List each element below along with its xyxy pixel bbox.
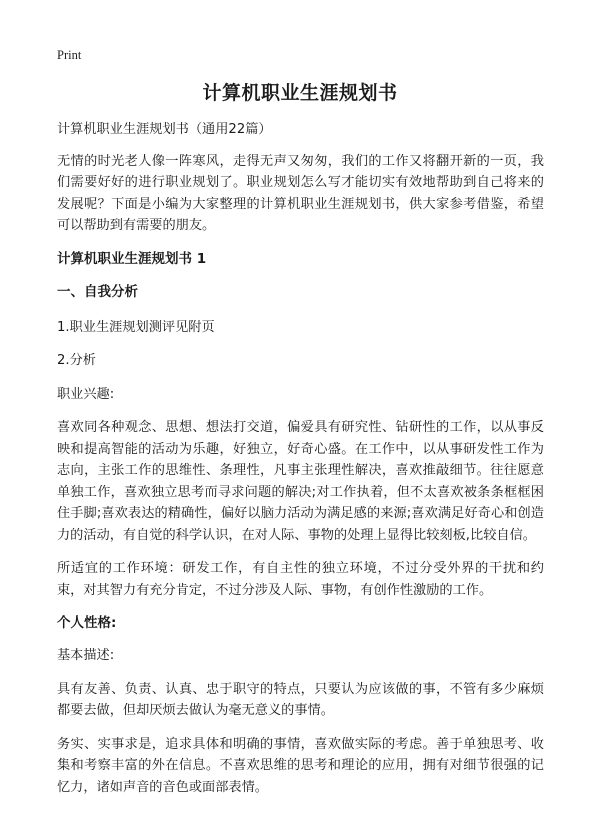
print-link[interactable]: Print: [57, 48, 82, 62]
basic-paragraph: 具有友善、负责、认真、忠于职守的特点，只要认为应该做的事，不管有多少麻烦都要去做，但却厌烦去做认为毫无意义的事情。: [57, 681, 544, 718]
practical-paragraph: 务实、实事求是，追求具体和明确的事情，喜欢做实际的考虑。善于单独思考、收集和考察丰富的外在信息。不喜欢思维的思考和理论的应用，拥有对细节很强的记忆力，诸如声音的音色或面部表情。: [57, 736, 544, 795]
document-body: [57, 119, 544, 798]
list-item-analysis: 2.分析: [57, 353, 96, 368]
environment-paragraph: 所适宜的工作环境：研发工作，有自主性的独立环境，不过分受外界的干扰和约束，对其智力有充分肯定，不过分涉及人际、事物，有创作性激励的工作。: [57, 561, 544, 598]
list-item-assessment: 1.职业生涯规划测评见附页: [57, 319, 215, 335]
page-title: 计算机职业生涯规划书: [202, 82, 398, 104]
section-title: 计算机职业生涯规划书 1: [57, 250, 207, 267]
interest-paragraph: 喜欢同各种观念、思想、想法打交道，偏爱具有研究性、钻研性的工作，以从事反映和提高智能的活动为乐趣，好独立，好奇心盛。在工作中，以从事研发性工作为志向，主张工作的思维性、条理性，凡事主张理性解决，喜欢推敲细节。往往愿意单独工作，喜欢独立思考而寻求问题的解决;对工作执着，但不太喜欢被条条框框困住手脚;喜欢表达的精确性，偏好以脑力活动为满足感的来源;喜欢满足好奇心和创造力的活动，有自觉的科学认识，在对人际、事物的处理上显得比较刻板,比较自信。: [57, 420, 544, 543]
document-subtitle: 计算机职业生涯规划书（通用22篇）: [57, 122, 272, 137]
heading-self-analysis: 一、自我分析: [57, 283, 138, 300]
heading-personality: 个人性格:: [57, 615, 117, 631]
interest-label: 职业兴趣:: [57, 386, 115, 402]
intro-paragraph: 无情的时光老人像一阵寒风，走得无声又匆匆，我们的工作又将翻开新的一页，我们需要好好的进行职业规划了。职业规划怎么写才能切实有效地帮助到自己将来的发展呢？下面是小编为大家整理的计算机职业生涯规划书，供大家参考借鉴，希望可以帮助到有需要的朋友。: [57, 153, 544, 233]
basic-label: 基本描述:: [57, 648, 115, 663]
